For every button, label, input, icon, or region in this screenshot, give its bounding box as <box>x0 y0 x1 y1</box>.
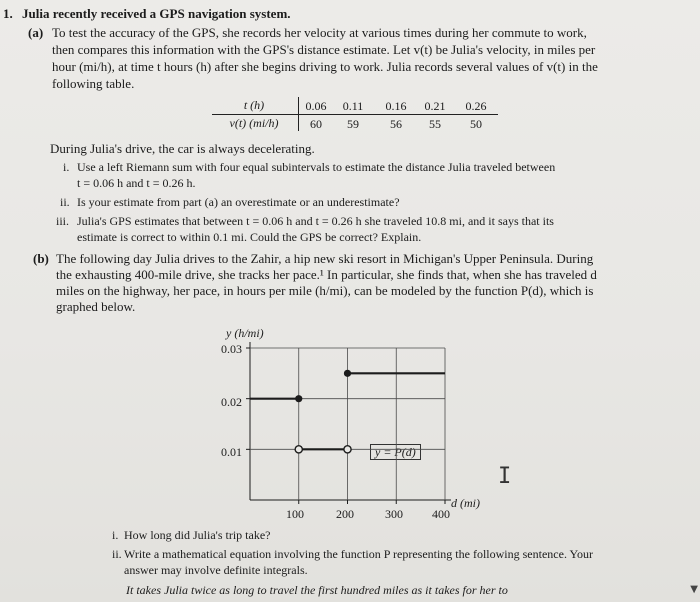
question-b-ii-number: ii. <box>112 547 122 561</box>
question-a-ii: Is your estimate from part (a) an overestimate or an underestimate? <box>77 195 400 209</box>
question-b-i-number: i. <box>112 528 119 542</box>
closed-endpoint <box>295 395 302 402</box>
part-a-line: hour (mi/h), at time t hours (h) after she begins driving to work. Julia records several values of v(t) in the <box>52 59 598 74</box>
part-a-label: (a) <box>28 25 44 40</box>
x-tick-label: 200 <box>336 507 354 521</box>
part-a-line: then compares this information with the GPS's distance estimate. Let v(t) be Julia's velocity, in miles per <box>52 42 596 57</box>
legend-box: y = P(d) <box>370 444 421 460</box>
x-axis-label: d (mi) <box>451 496 480 510</box>
deceleration-note: During Julia's drive, the car is always decelerating. <box>50 141 315 156</box>
table-cell: 59 <box>347 117 359 131</box>
problem-number: 1. <box>3 6 13 21</box>
table-header-t: t (h) <box>243 98 265 112</box>
table-cell: 56 <box>390 117 402 131</box>
table-cell: 0.11 <box>342 99 364 113</box>
table-cell: 0.16 <box>385 99 407 113</box>
part-a-line: following table. <box>52 76 135 91</box>
open-endpoint <box>344 446 351 453</box>
table-cell: 0.06 <box>305 99 327 113</box>
open-endpoint <box>295 446 302 453</box>
problem-intro: Julia recently received a GPS navigation system. <box>22 6 291 21</box>
question-a-i-number: i. <box>63 160 70 174</box>
part-b-line: miles on the highway, her pace, in hours per mile (h/mi), can be modeled by the function P(d), which is <box>56 283 594 298</box>
question-a-ii-number: ii. <box>60 195 70 209</box>
question-b-ii: Write a mathematical equation involving the function P representing the following sentence. Your <box>124 547 593 561</box>
x-tick-label: 400 <box>432 507 450 521</box>
y-axis-label: y (h/mi) <box>226 326 264 340</box>
table-cell: 0.26 <box>465 99 487 113</box>
question-a-i: t = 0.06 h and t = 0.26 h. <box>77 176 196 190</box>
question-a-iii: estimate is correct to within 0.1 mi. Could the GPS be correct? Explain. <box>77 230 422 244</box>
table-cell: 60 <box>310 117 322 131</box>
table-cell: 55 <box>429 117 441 131</box>
closed-endpoint <box>344 370 351 377</box>
y-tick-label: 0.03 <box>221 342 242 356</box>
scroll-down-icon[interactable]: ▼ <box>690 584 698 595</box>
y-tick-label: 0.02 <box>221 395 242 409</box>
question-a-i: Use a left Riemann sum with four equal subintervals to estimate the distance Julia traveled between <box>77 160 556 174</box>
question-a-iii-number: iii. <box>56 214 70 228</box>
question-a-iii: Julia's GPS estimates that between t = 0.06 h and t = 0.26 h she traveled 10.8 mi, and it says that its <box>77 214 554 228</box>
text-cursor-icon: I <box>498 464 512 489</box>
x-tick-label: 100 <box>286 507 304 521</box>
y-tick-label: 0.01 <box>221 445 242 459</box>
part-b-line: The following day Julia drives to the Zahir, a hip new ski resort in Michigan's Upper Peninsula. During <box>56 251 594 266</box>
sentence-to-translate: It takes Julia twice as long to travel the first hundred miles as it takes for her to <box>126 583 508 597</box>
part-a-line: To test the accuracy of the GPS, she records her velocity at various times during her commute to work, <box>52 25 587 40</box>
part-b-line: the exhausting 400-mile drive, she tracks her pace.¹ In particular, she finds that, when she has traveled d <box>56 267 597 282</box>
part-b-label: (b) <box>33 251 49 266</box>
table-header-v: v(t) (mi/h) <box>229 116 279 130</box>
question-b-ii: answer may involve definite integrals. <box>124 563 308 577</box>
table-cell: 50 <box>470 117 482 131</box>
x-tick-label: 300 <box>385 507 403 521</box>
question-b-i: How long did Julia's trip take? <box>124 528 271 542</box>
table-cell: 0.21 <box>424 99 446 113</box>
part-b-line: graphed below. <box>56 299 136 314</box>
